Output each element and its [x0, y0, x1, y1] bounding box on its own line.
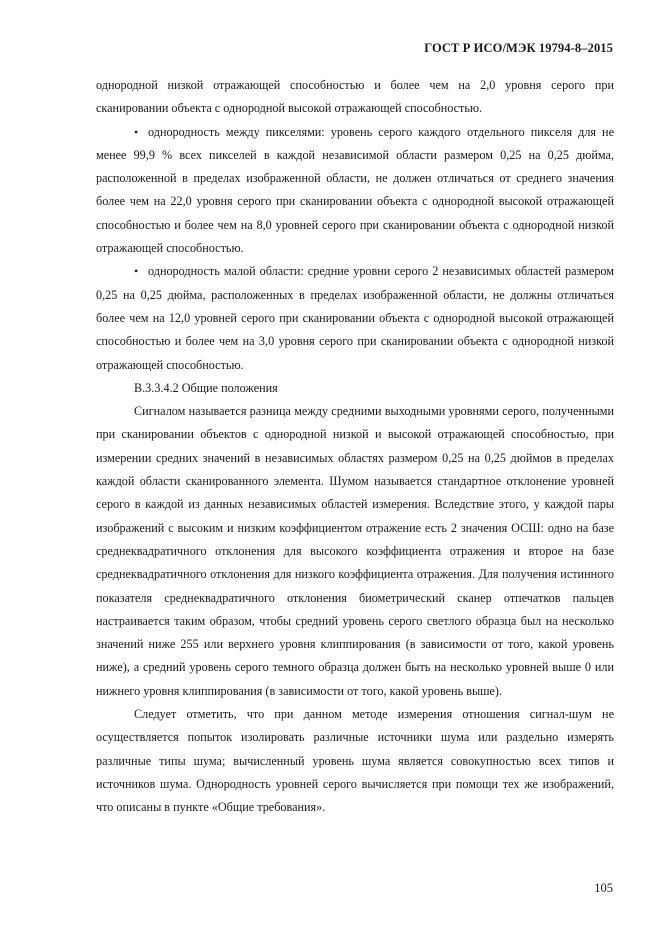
document-body [96, 74, 614, 820]
bullet-text: однородность малой области: средние уровни серого 2 независимых областей размером 0,25 на 0,25 дюйма, расположенных в пределах изображенной области, не должны отличаться более чем на 12,0 уровней серого при сканировании объекта с однородной высокой отражающей способностью и более чем на 3,0 уровня серого при сканировании объекта с однородной низкой отражающей способностью. [96, 264, 614, 372]
bullet-text: однородность между пикселями: уровень серого каждого отдельного пикселя для не менее 99,9 % всех пикселей в каждой независимой области размером 0,25 на 0,25 дюйма, расположенной в пределах изображенной области, не должен отличаться от среднего значения более чем на 22,0 уровня серого при сканировании объекта с однородной высокой отражающей способностью и более чем на 8,0 уровней серого при сканировании объекта с однородной низкой отражающей способностью. [96, 124, 614, 256]
bullet-icon [134, 260, 148, 283]
section-heading: В.3.3.4.2 Общие положения [134, 380, 278, 395]
paragraph-signal-definition: Сигналом называется разница между средними выходными уровнями серого, полученными при сканировании объектов с однородной низкой и высокой отражающей способностью, при измерении средних значений в независимых областях размером 0,25 на 0,25 дюймов в пределах каждой области сканированного элемента. Шумом называется стандартное отклонение уровней серого в каждой из данных независимых областей измерения. Вследствие этого, у каждой пары изображений с высоким и низким коэффициентом отражение есть 2 значения ОСШ: одно на базе среднеквадратичного отклонения для высокого коэффициента отражения и второе на базе среднеквадратичного отклонения для низкого коэффициента отражения. Для получения истинного показателя среднеквадратичного отклонения биометрический сканер отпечатков пальцев настраивается таким образом, чтобы средний уровень серого светлого образца был на несколько значений ниже 255 или верхнего уровня клиппирования (в зависимости от того, какой уровень ниже), а средний уровень серого темного образца должен быть на несколько уровней выше 0 или нижнего уровня клиппирования (в зависимости от того, какой уровень выше). [96, 404, 614, 698]
paragraph-continuation: однородной низкой отражающей способностью и более чем на 2,0 уровня серого при сканировании объекта с однородной высокой отражающей способностью. [96, 78, 614, 116]
bullet-item-small-area-uniformity [96, 260, 614, 376]
paragraph-note: Следует отметить, что при данном методе измерения отношения сигнал-шум не осуществляется попыток изолировать различные источники шума или раздельно измерять различные типы шума; вычисленный уровень шума является совокупностью всех типов и источников шума. Однородность уровней серого вычисляется при помощи тех же изображений, что описаны в пункте «Общие требования». [96, 707, 614, 815]
bullet-icon [134, 121, 148, 144]
page-number: 105 [594, 881, 613, 895]
bullet-item-pixel-uniformity [96, 121, 614, 261]
document-header: ГОСТ Р ИСО/МЭК 19794-8–2015 [424, 41, 613, 55]
